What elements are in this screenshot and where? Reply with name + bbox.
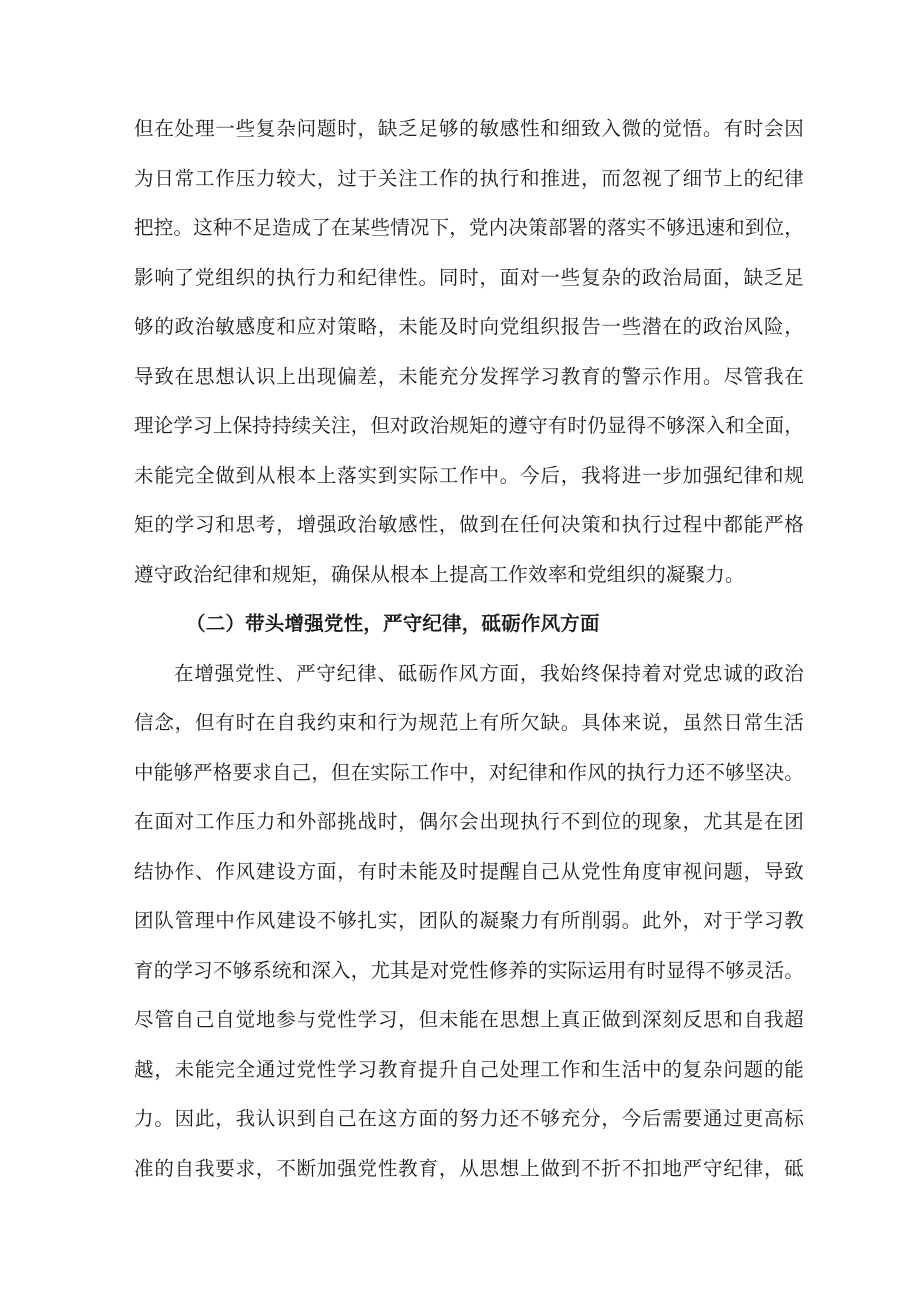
paragraph-line: 理论学习上保持持续关注，但对政治规矩的遵守有时仍显得不够深入和全面， <box>134 414 804 437</box>
paragraph-line: 导致在思想认识上出现偏差，未能充分发挥学习教育的警示作用。尽管我在 <box>134 364 804 388</box>
paragraph-line: 影响了党组织的执行力和纪律性。同时，面对一些复杂的政治局面，缺乏足 <box>134 265 804 289</box>
paragraph-line: 信念，但有时在自我约束和行为规范上有所欠缺。具体来说，虽然日常生活 <box>134 711 804 734</box>
paragraph-line: 团队管理中作风建设不够扎实，团队的凝聚力有所削弱。此外，对于学习教 <box>134 909 804 932</box>
paragraph-line: 把控。这种不足造成了在某些情况下，党内决策部署的落实不够迅速和到位， <box>134 216 804 239</box>
paragraph-line: 在面对工作压力和外部挑战时，偶尔会出现执行不到位的现象，尤其是在团 <box>134 810 804 833</box>
paragraph-line: 但在处理一些复杂问题时，缺乏足够的敏感性和细致入微的觉悟。有时会因 <box>134 117 804 140</box>
paragraph-line: 力。因此，我认识到自己在这方面的努力还不够充分，今后需要通过更高标 <box>134 1107 804 1130</box>
paragraph-line: 矩的学习和思考，增强政治敏感性，做到在任何决策和执行过程中都能严格 <box>134 513 804 536</box>
paragraph-1 <box>134 104 804 1193</box>
paragraph-line: 准的自我要求，不断加强党性教育，从思想上做到不折不扣地严守纪律，砥 <box>134 1156 804 1180</box>
paragraph-line: 够的政治敏感度和应对策略，未能及时向党组织报告一些潜在的政治风险， <box>134 315 804 338</box>
paragraph-line: 越，未能完全通过党性学习教育提升自己处理工作和生活中的复杂问题的能 <box>134 1057 804 1081</box>
paragraph-line: 尽管自己自觉地参与党性学习，但未能在思想上真正做到深刻反思和自我超 <box>134 1008 804 1031</box>
paragraph-line: 中能够严格要求自己，但在实际工作中，对纪律和作风的执行力还不够坚决。 <box>134 760 804 784</box>
paragraph-line: 在增强党性、严守纪律、砥砺作风方面，我始终保持着对党忠诚的政治 <box>174 661 804 685</box>
paragraph-line: 育的学习不够系统和深入，尤其是对党性修养的实际运用有时显得不够灵活。 <box>134 958 804 982</box>
paragraph-line: 为日常工作压力较大，过于关注工作的执行和推进，而忽视了细节上的纪律 <box>134 166 804 190</box>
paragraph-line: 未能完全做到从根本上落实到实际工作中。今后，我将进一步加强纪律和规 <box>134 463 804 487</box>
paragraph-line: 遵守政治纪律和规矩，确保从根本上提高工作效率和党组织的凝聚力。 <box>134 562 745 586</box>
paragraph-line: 结协作、作风建设方面，有时未能及时提醒自己从党性角度审视问题，导致 <box>134 859 804 883</box>
section-heading: （二）带头增强党性，严守纪律，砥砺作风方面 <box>186 612 600 635</box>
